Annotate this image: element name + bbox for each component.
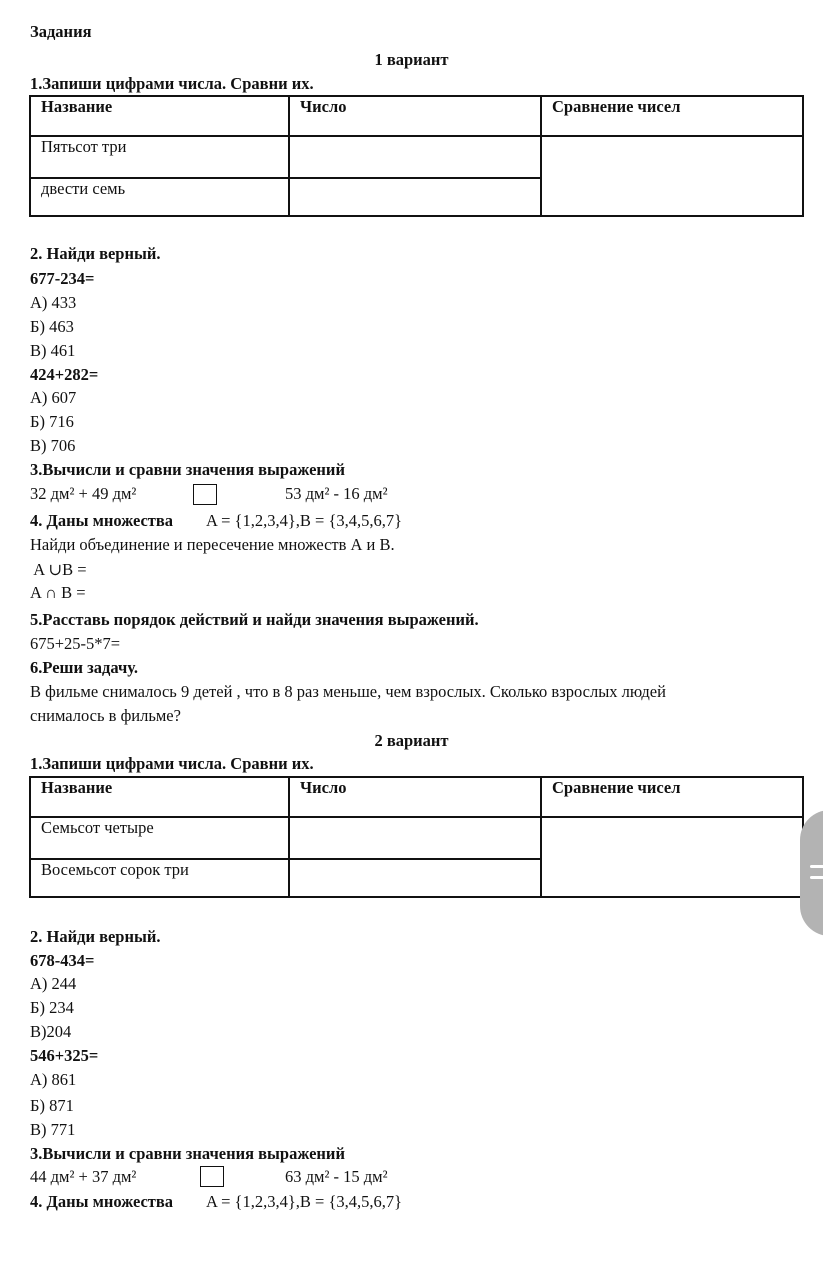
floating-side-button[interactable] xyxy=(800,810,823,936)
v1-task3-right-expression: 53 дм² - 16 дм² xyxy=(285,484,388,503)
v2-numbers-table xyxy=(29,776,804,898)
table-cell-number xyxy=(289,859,541,897)
v1-numbers-table xyxy=(29,95,804,217)
table-header-number: Число xyxy=(289,96,541,136)
v2-compare-box xyxy=(200,1166,224,1187)
v2-q1-option-b: Б) 234 xyxy=(30,998,74,1017)
v2-task2-q2: 546+325= xyxy=(30,1046,99,1065)
v1-task2-q2: 424+282= xyxy=(30,365,99,384)
table-cell-name: Пятьсот три xyxy=(30,136,289,178)
v2-task4-title: 4. Даны множества xyxy=(30,1192,174,1211)
v1-union: A ∪B = xyxy=(30,560,87,579)
v1-q2-option-b: Б) 716 xyxy=(30,412,74,431)
v1-task5-title: 5.Расставь порядок действий и найди значения выражений. xyxy=(30,610,479,629)
table-cell-name: Восемьсот сорок три xyxy=(30,859,289,897)
table-header-row xyxy=(30,777,803,817)
table-header-name: Название xyxy=(30,777,289,817)
table-cell-number xyxy=(289,178,541,216)
v2-task2-q1: 678-434= xyxy=(30,951,95,970)
v1-q1-option-b: Б) 463 xyxy=(30,317,74,336)
v1-task4-sets: A = {1,2,3,4},B = {3,4,5,6,7} xyxy=(206,511,403,530)
table-header-name: Название xyxy=(30,96,289,136)
v1-task4-title: 4. Даны множества xyxy=(30,511,174,530)
v2-task3-left-expression: 44 дм² + 37 дм² xyxy=(30,1167,137,1186)
v1-task2-title: 2. Найди верный. xyxy=(30,244,161,263)
variant-2-title: 2 вариант xyxy=(374,731,449,750)
table-row xyxy=(30,136,803,178)
table-row xyxy=(30,817,803,859)
v1-task4-text: Найди объединение и пересечение множеств А и В. xyxy=(30,535,395,554)
table-cell-comparison xyxy=(541,136,803,216)
v1-q1-option-c: В) 461 xyxy=(30,341,76,360)
table-cell-comparison xyxy=(541,817,803,897)
v2-task1-title: 1.Запиши цифрами числа. Сравни их. xyxy=(30,754,314,773)
v2-q1-option-c: В)204 xyxy=(30,1022,72,1041)
v1-task1-title: 1.Запиши цифрами числа. Сравни их. xyxy=(30,74,314,93)
table-cell-name: Семьсот четыре xyxy=(30,817,289,859)
v2-task4-sets: A = {1,2,3,4},B = {3,4,5,6,7} xyxy=(206,1192,403,1211)
v1-compare-box xyxy=(193,484,217,505)
v1-task3-title: 3.Вычисли и сравни значения выражений xyxy=(30,460,345,479)
v1-q2-option-a: А) 607 xyxy=(30,388,77,407)
page-heading: Задания xyxy=(30,22,92,41)
table-cell-name: двести семь xyxy=(30,178,289,216)
table-header-number: Число xyxy=(289,777,541,817)
v2-q2-option-c: В) 771 xyxy=(30,1120,76,1139)
v1-task3-left-expression: 32 дм² + 49 дм² xyxy=(30,484,137,503)
v2-task2-title: 2. Найди верный. xyxy=(30,927,161,946)
table-header-comparison: Сравнение чисел xyxy=(541,96,803,136)
v1-task6-text-line1: В фильме снималось 9 детей , что в 8 раз меньше, чем взрослых. Сколько взрослых людей xyxy=(30,682,666,701)
v1-q1-option-a: А) 433 xyxy=(30,293,77,312)
v2-task3-right-expression: 63 дм² - 15 дм² xyxy=(285,1167,388,1186)
v2-q2-option-a: А) 861 xyxy=(30,1070,77,1089)
v1-q2-option-c: В) 706 xyxy=(30,436,76,455)
v1-intersection: A ∩ B = xyxy=(30,583,86,602)
table-header-comparison: Сравнение чисел xyxy=(541,777,803,817)
v2-q2-option-b: Б) 871 xyxy=(30,1096,74,1115)
table-cell-number xyxy=(289,817,541,859)
v2-task3-title: 3.Вычисли и сравни значения выражений xyxy=(30,1144,345,1163)
v1-task6-title: 6.Реши задачу. xyxy=(30,658,138,677)
v2-q1-option-a: А) 244 xyxy=(30,974,77,993)
v1-task2-q1: 677-234= xyxy=(30,269,95,288)
v1-task6-text-line2: снималось в фильме? xyxy=(30,706,181,725)
v1-task5-expression: 675+25-5*7= xyxy=(30,634,121,653)
variant-1-title: 1 вариант xyxy=(374,50,449,69)
table-header-row xyxy=(30,96,803,136)
table-cell-number xyxy=(289,136,541,178)
